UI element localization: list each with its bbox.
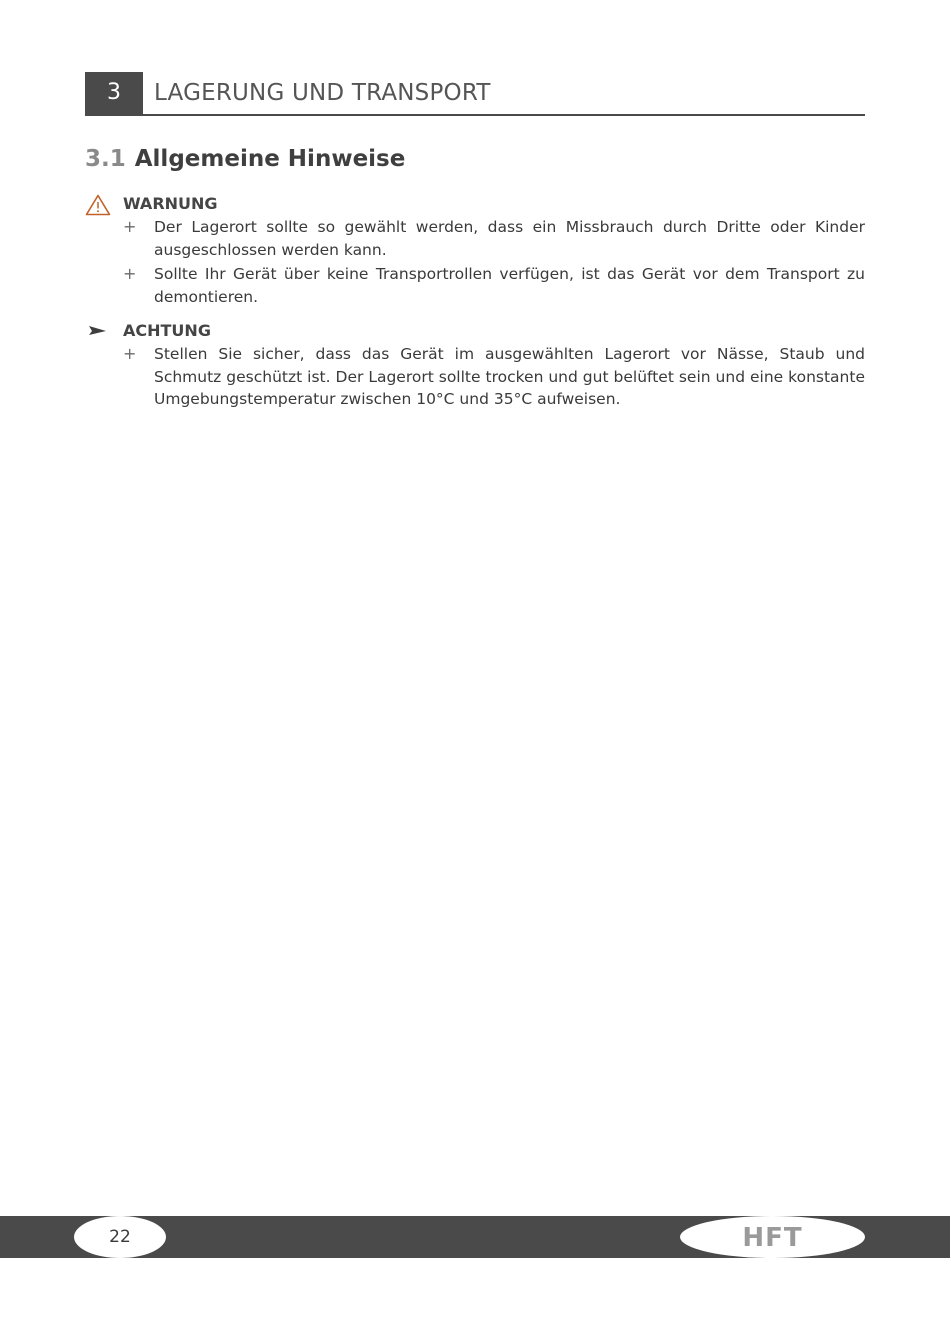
warning-item-text: Der Lagerort sollte so gewählt werden, dass ein Missbrauch durch Dritte oder Kinder ausgeschlossen werden kann. — [154, 218, 865, 259]
warning-triangle-icon — [85, 194, 111, 216]
plus-bullet-icon: + — [123, 217, 137, 236]
section-number: 3.1 — [85, 146, 126, 172]
section-title: Allgemeine Hinweise — [134, 146, 406, 172]
list-item — [85, 263, 865, 308]
warning-item-text: Sollte Ihr Gerät über keine Transportrollen verfügen, ist das Gerät vor dem Transport zu demontieren. — [154, 265, 865, 306]
plus-bullet-icon: + — [123, 264, 137, 283]
warning-title: WARNUNG — [123, 194, 218, 213]
warning-list — [85, 216, 865, 310]
caution-list — [85, 343, 865, 413]
caution-title: ACHTUNG — [123, 321, 211, 340]
brand-logo: HFT — [680, 1216, 865, 1258]
caution-item-text: Stellen Sie sicher, dass das Gerät im ausgewählten Lagerort vor Nässe, Staub und Schmutz geschützt ist. Der Lagerort sollte trocken und gut belüftet sein und eine konstante Umgebungstemperatur zwischen 10°C und 35°C aufweisen. — [154, 345, 865, 408]
plus-bullet-icon: + — [123, 344, 137, 363]
list-item — [85, 216, 865, 261]
section-heading — [85, 146, 405, 172]
arrow-pointer-icon — [85, 321, 111, 343]
list-item — [85, 343, 865, 411]
page-number: 22 — [74, 1216, 166, 1258]
chapter-header — [85, 72, 865, 116]
chapter-number: 3 — [85, 72, 143, 114]
chapter-title: LAGERUNG UND TRANSPORT — [154, 80, 491, 106]
